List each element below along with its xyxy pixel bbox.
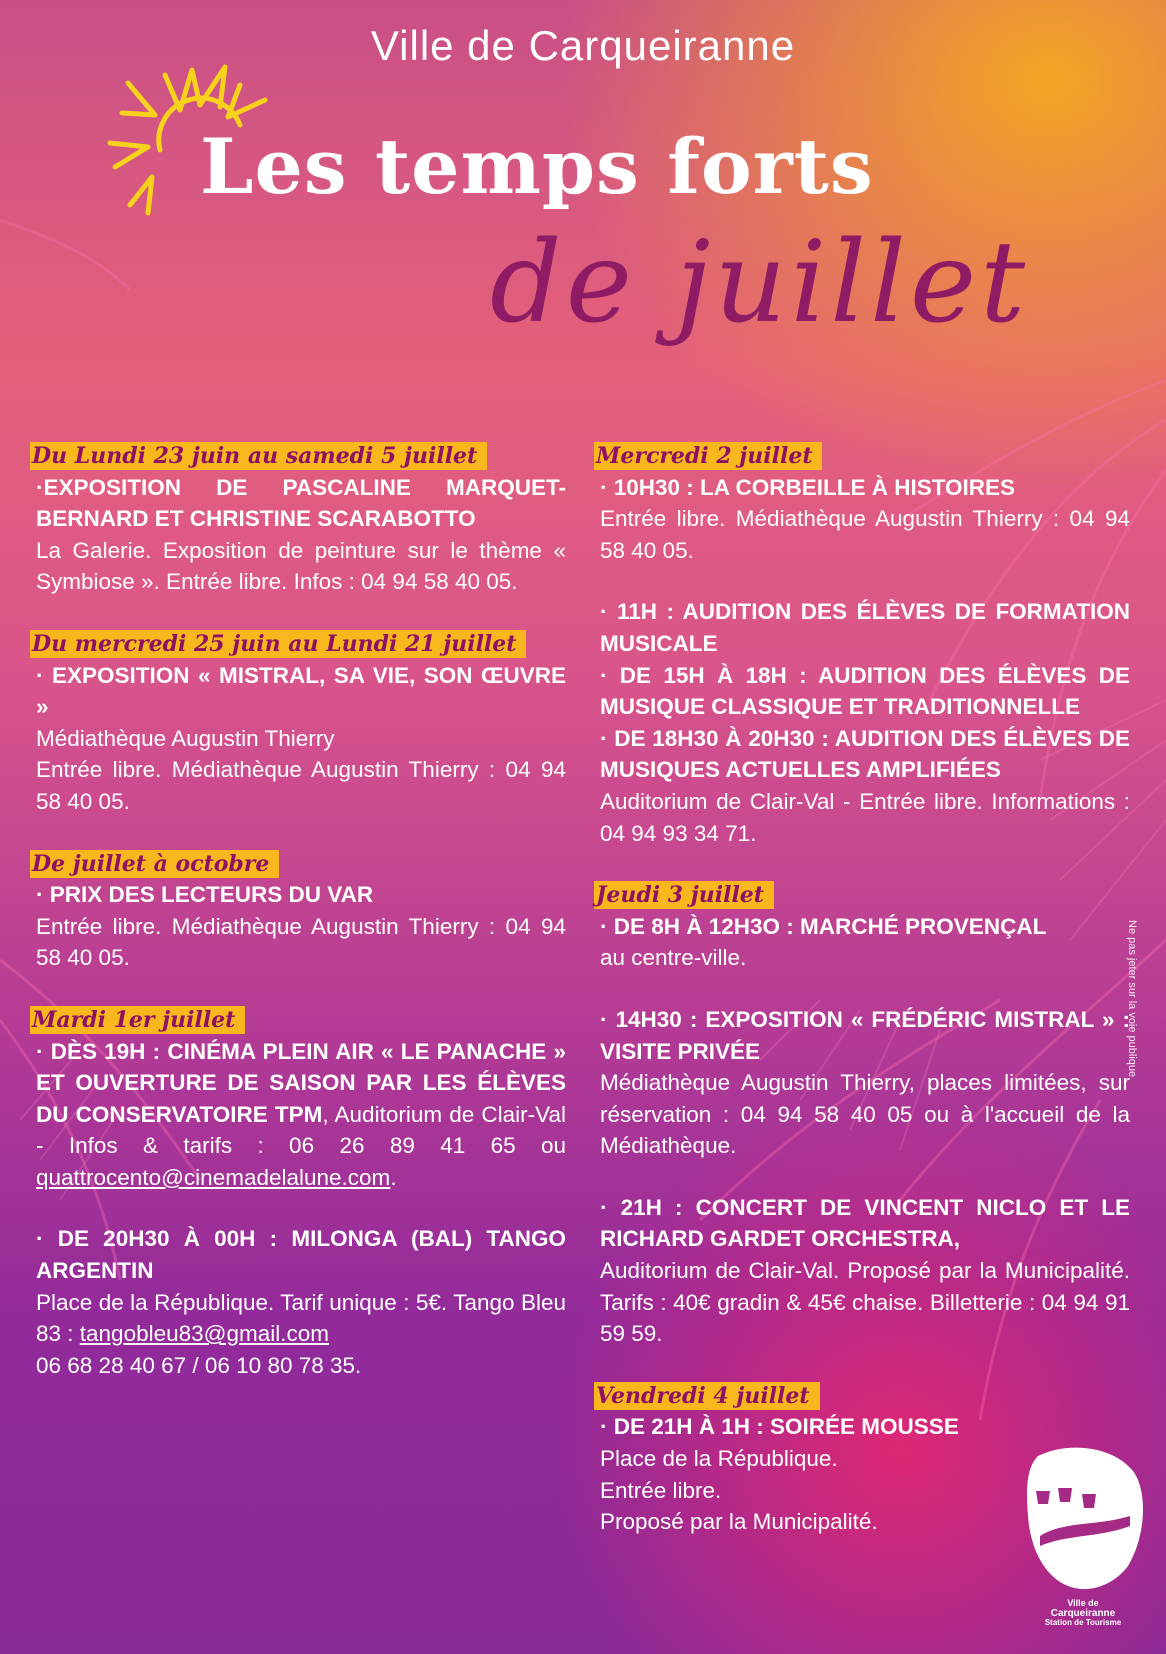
event-block	[36, 1287, 566, 1382]
site-name: Ville de Carqueiranne	[370, 22, 796, 69]
event-date: Jeudi 3 juillet	[594, 881, 774, 909]
event-title: · 11H : AUDITION DES ÉLÈVES DE FORMATION MUSICALE · DE 15H À 18H : AUDITION DES ÉLÈVES DE MUSIQUE CLASSIQUE ET TRADITIONNELLE · DE 18H30 À 20H30 : AUDITION DES ÉLÈVES DE MUSIQUES ACTUELLES AMPLIFIÉES	[600, 599, 1130, 783]
event-details: Médiathèque Augustin Thierry Entrée libre. Médiathèque Augustin Thierry : 04 94 58 40 05.	[36, 725, 566, 814]
event-details: au centre-ville.	[600, 945, 747, 971]
event-date: Mercredi 2 juillet	[594, 442, 822, 470]
event-title: · 10H30 : LA CORBEILLE À HISTOIRES	[600, 474, 1016, 500]
event-title: · DE 8H À 12H3O : MARCHÉ PROVENÇAL	[600, 913, 1047, 939]
event-date: De juillet à octobre	[30, 850, 279, 878]
event-details: Place de la République. Tarif unique : 5€. Tango Bleu 83 :	[36, 1289, 566, 1347]
side-note: Ne pas jeter sur la voie publique	[1126, 920, 1138, 1078]
page-subtitle: de juillet	[490, 218, 1030, 348]
event-details: Entrée libre. Médiathèque Augustin Thierry : 04 94 58 40 05.	[36, 913, 566, 971]
event-block	[36, 1036, 566, 1194]
event-details: Auditorium de Clair-Val. Proposé par la Municipalité. Tarifs : 40€ gradin & 45€ chaise. Billetterie : 04 94 91 59 59.	[600, 1258, 1130, 1347]
event-date: Du mercredi 25 juin au Lundi 21 juillet	[30, 630, 526, 658]
event-title: ·EXPOSITION DE PASCALINE MARQUET-BERNARD ET CHRISTINE SCARABOTTO	[36, 474, 566, 532]
event-phone: 06 68 28 40 67 / 06 10 80 78 35.	[36, 1352, 362, 1378]
event-details: Médiathèque Augustin Thierry, places limitées, sur réservation : 04 94 58 40 05 ou à l'accueil de la Médiathèque.	[600, 1070, 1130, 1159]
logo-line3: Station de Tourisme	[1044, 1618, 1122, 1626]
event-date: Mardi 1er juillet	[30, 1006, 245, 1034]
page-title: Les temps forts	[200, 122, 874, 211]
right-column	[596, 440, 1130, 1538]
event-title: · DÈS 19H : CINÉMA PLEIN AIR « LE PANACHE » ET OUVERTURE DE SAISON PAR LES ÉLÈVES DU CONSERVATOIRE TPM	[36, 1038, 566, 1127]
event-details: Entrée libre. Médiathèque Augustin Thierry : 04 94 58 40 05.	[600, 506, 1130, 563]
email-link[interactable]: tangobleu83@gmail.com	[79, 1321, 330, 1347]
event-title: · EXPOSITION « MISTRAL, SA VIE, SON ŒUVRE »	[36, 662, 566, 720]
event-details-end: .	[390, 1164, 397, 1190]
event-details: , Auditorium de Clair-Val - Infos & tarifs : 06 26 89 41 65 ou	[36, 1101, 566, 1159]
event-date: Du Lundi 23 juin au samedi 5 juillet	[30, 442, 487, 470]
town-logo	[1018, 1446, 1148, 1626]
event-title: · DE 20H30 À 00H : MILONGA (BAL) TANGO ARGENTIN	[36, 1226, 566, 1284]
event-details: Auditorium de Clair-Val - Entrée libre. Informations : 04 94 93 34 71.	[600, 788, 1130, 846]
logo-line1: Ville de	[1067, 1598, 1099, 1608]
left-column	[32, 440, 566, 1381]
event-title: · 21H : CONCERT DE VINCENT NICLO ET LE RICHARD GARDET ORCHESTRA,	[600, 1194, 1130, 1252]
email-link[interactable]: quattrocento@cinemadelalune.com	[36, 1164, 391, 1190]
logo-line2: Carqueiranne	[1050, 1608, 1116, 1619]
event-details: La Galerie. Exposition de peinture sur le thème « Symbiose ». Entrée libre. Infos : 04 94 58 40 05.	[36, 537, 566, 595]
event-details: Place de la République. Entrée libre. Proposé par la Municipalité.	[600, 1446, 878, 1535]
event-title: · PRIX DES LECTEURS DU VAR	[36, 882, 374, 908]
event-date: Vendredi 4 juillet	[594, 1382, 820, 1410]
event-title: · 14H30 : EXPOSITION « FRÉDÉRIC MISTRAL » : VISITE PRIVÉE	[600, 1006, 1130, 1064]
event-title: · DE 21H À 1H : SOIRÉE MOUSSE	[600, 1414, 959, 1440]
